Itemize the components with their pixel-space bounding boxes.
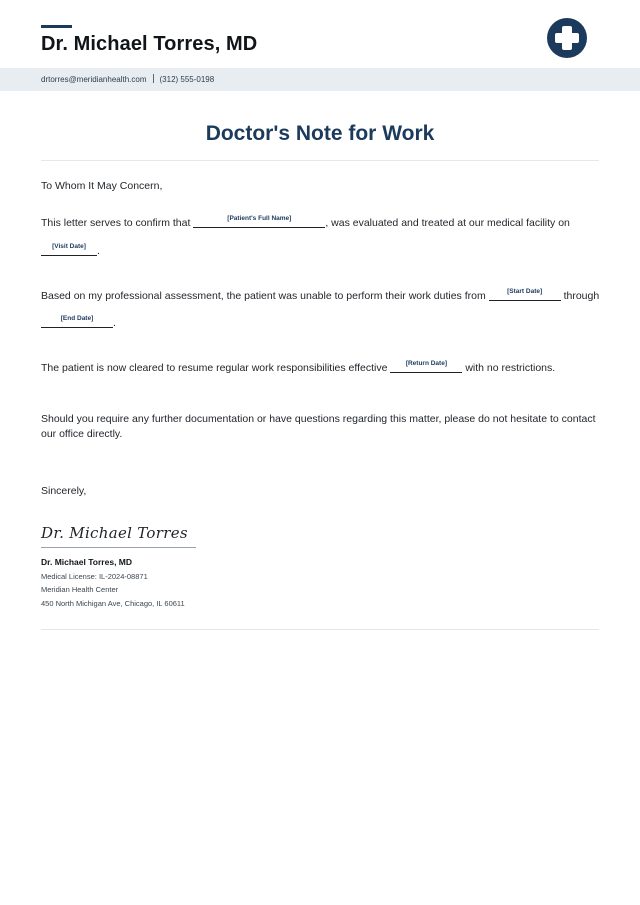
start-date-field[interactable] xyxy=(489,289,561,301)
p2-period: . xyxy=(113,317,116,329)
return-date-field[interactable] xyxy=(390,361,462,373)
start-date-label: [Start Date] xyxy=(507,288,543,295)
doctor-name-heading: Dr. Michael Torres, MD xyxy=(41,33,258,55)
organization-name: Meridian Health Center xyxy=(41,585,119,594)
cross-vertical-bar xyxy=(562,26,572,50)
signature-line xyxy=(41,547,196,548)
p1-period: . xyxy=(97,245,100,257)
contact-strip xyxy=(0,68,640,91)
end-date-label: [End Date] xyxy=(60,315,94,322)
contact-email[interactable]: drtorres@meridianhealth.com xyxy=(41,75,147,84)
end-date-field[interactable] xyxy=(41,316,113,328)
paragraph-2-line-2 xyxy=(41,316,116,331)
return-date-label: [Return Date] xyxy=(405,360,447,367)
p3-text-after: with no restrictions. xyxy=(465,362,556,374)
paragraph-1-line-1 xyxy=(41,216,570,231)
title-divider xyxy=(41,160,599,161)
patient-name-label: [Patient's Full Name] xyxy=(227,215,292,222)
organization-address: 450 North Michigan Ave, Chicago, IL 60611 xyxy=(41,599,185,608)
closing: Sincerely, xyxy=(41,485,87,497)
visit-date-label: [Visit Date] xyxy=(52,243,86,250)
contact-separator xyxy=(153,74,154,83)
p2-text-mid: through xyxy=(563,290,600,302)
paragraph-3 xyxy=(41,361,555,376)
salutation: To Whom It May Concern, xyxy=(41,180,163,192)
handwritten-signature: Dr. Michael Torres xyxy=(41,524,188,542)
patient-name-field[interactable] xyxy=(193,216,325,228)
p1-text-before: This letter serves to confirm that xyxy=(41,217,191,229)
p1-text-after: , was evaluated and treated at our medical facility on xyxy=(325,217,570,229)
p3-text-before: The patient is now cleared to resume regular work responsibilities effective xyxy=(41,362,388,374)
visit-date-field[interactable] xyxy=(41,244,97,256)
signatory-name: Dr. Michael Torres, MD xyxy=(41,557,133,567)
document-title: Doctor's Note for Work xyxy=(205,122,435,145)
p2-text-before: Based on my professional assessment, the patient was unable to perform their work duties from xyxy=(41,290,486,302)
paragraph-2-line-1 xyxy=(41,289,599,304)
medical-cross-icon xyxy=(547,18,587,58)
paragraph-1-line-2 xyxy=(41,244,100,259)
footer-divider xyxy=(41,629,599,630)
contact-row xyxy=(41,74,214,84)
header-accent-bar xyxy=(41,25,72,28)
medical-license: Medical License: IL-2024-08871 xyxy=(41,572,148,581)
paragraph-4: Should you require any further documentation or have questions regarding this matter, please do not hesitate to contact our office directly. xyxy=(41,413,596,440)
contact-phone[interactable]: (312) 555-0198 xyxy=(159,75,215,84)
